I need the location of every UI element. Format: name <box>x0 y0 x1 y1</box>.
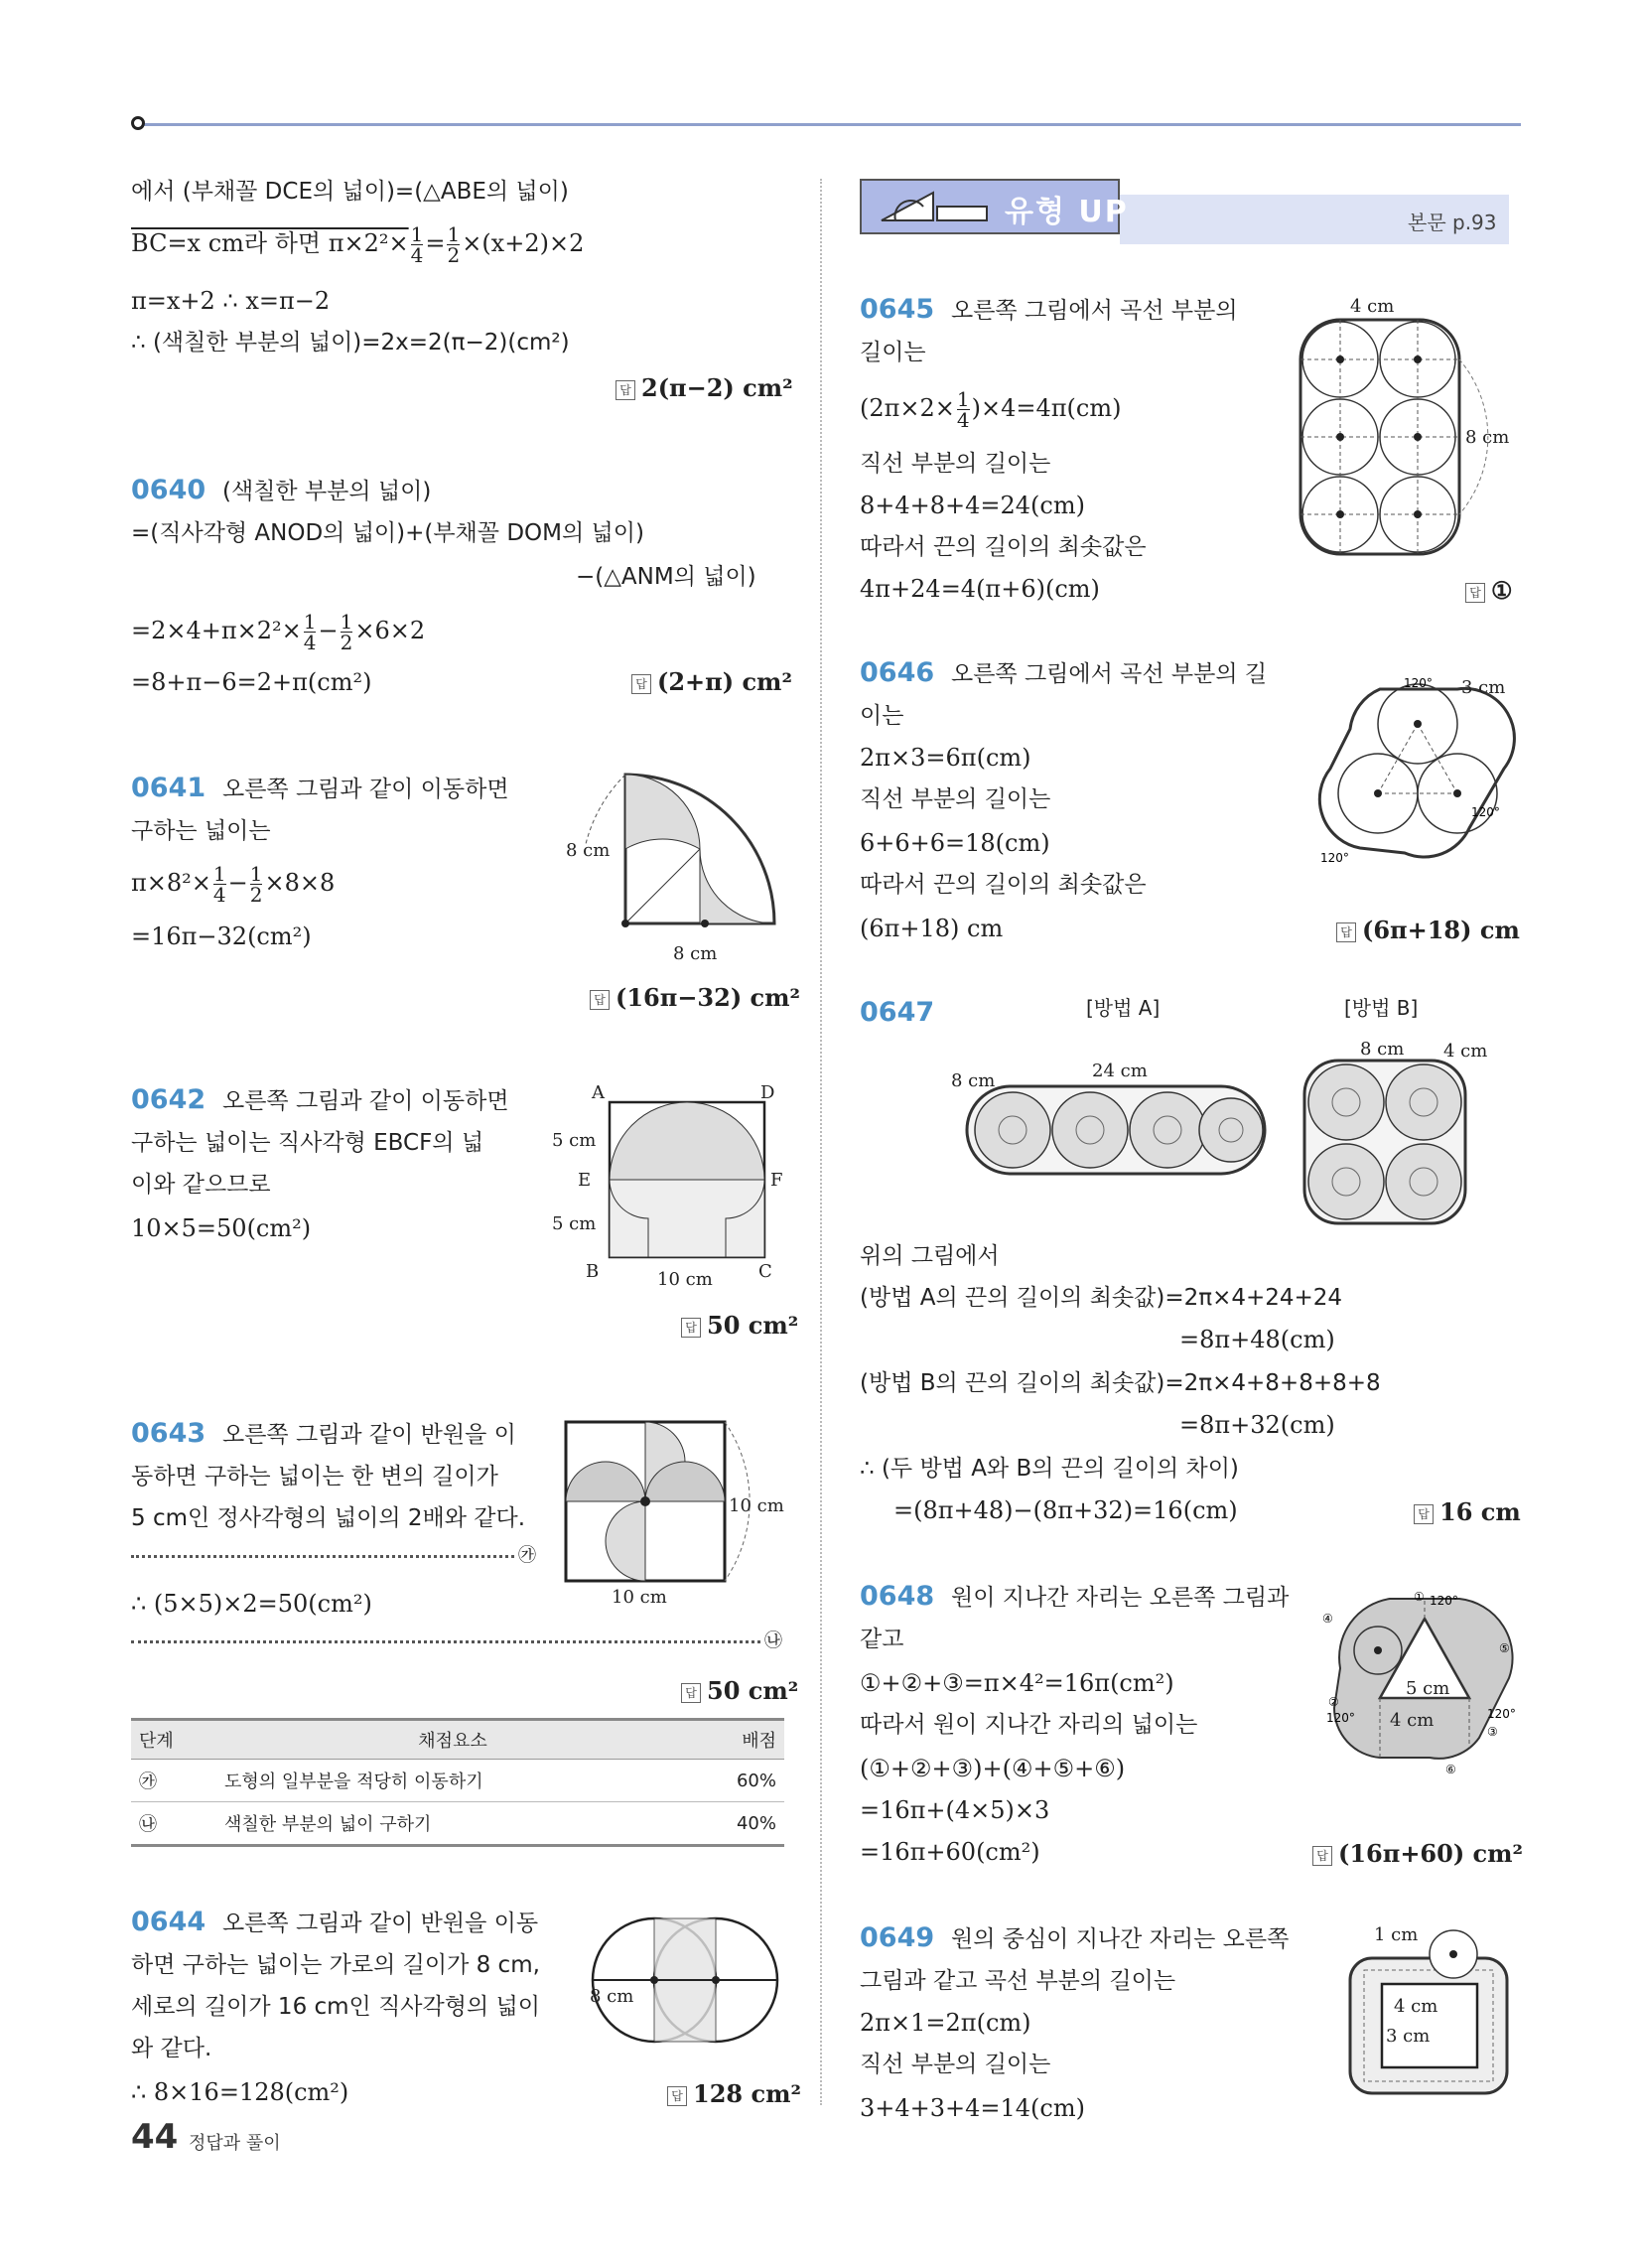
svg-text:1 cm: 1 cm <box>1374 1924 1419 1945</box>
p0640-answer: 답 (2+π) cm² <box>631 667 792 696</box>
p0643-line1: 오른쪽 그림과 같이 반원을 이 <box>222 1422 516 1448</box>
p0641-figure <box>566 765 804 973</box>
svg-text:8 cm: 8 cm <box>1465 427 1510 448</box>
p0639-line1: 에서 (부채꼴 DCE의 넓이)=(△ABE의 넓이) <box>131 179 569 205</box>
section-title: 유형 UP <box>1005 195 1129 229</box>
page-label: 정답과 풀이 <box>189 2133 281 2154</box>
svg-text:3 cm: 3 cm <box>1461 677 1506 698</box>
svg-text:8 cm: 8 cm <box>1360 1039 1405 1060</box>
svg-text:5 cm: 5 cm <box>552 1213 597 1234</box>
p0648-line5: (①+②+③)+(④+⑤+⑥) <box>860 1755 1126 1782</box>
svg-text:120°: 120° <box>1326 1711 1355 1725</box>
p0641-line1: 오른쪽 그림과 같이 이동하면 <box>222 777 509 802</box>
p0642-number: 0642 <box>131 1084 206 1115</box>
p0646-line5: 6+6+6=18(cm) <box>860 829 1050 857</box>
p0642-line2: 구하는 넓이는 직사각형 EBCF의 넓 <box>131 1130 484 1156</box>
p0649-line1: 원의 중심이 지나간 자리는 오른쪽 <box>951 1926 1290 1952</box>
p0646-answer: 답 (6π+18) cm <box>1336 916 1520 944</box>
p0647-line4: (방법 B의 끈의 길이의 최솟값)=2π×4+8+8+8+8 <box>860 1370 1381 1396</box>
p0649-line4: 직선 부분의 길이는 <box>860 2052 1051 2077</box>
p0640-line4: =2×4+π×2²× $\frac{1}{4}$ − $\frac{1}{2}$ ×6×2 <box>131 610 426 654</box>
p0646-figure <box>1310 659 1529 878</box>
p0647-line6: ∴ (두 방법 A와 B의 끈의 길이의 차이) <box>860 1456 1239 1482</box>
top-rule <box>139 123 1521 126</box>
svg-text:①: ① <box>1414 1590 1425 1604</box>
p0644-number: 0644 <box>131 1907 206 1937</box>
svg-text:10 cm: 10 cm <box>657 1269 713 1290</box>
p0648-line6: =16π+(4×5)×3 <box>860 1796 1050 1824</box>
p0644-answer: 답 128 cm² <box>667 2079 801 2108</box>
svg-text:B: B <box>586 1261 600 1282</box>
p0647-line3: =8π+48(cm) <box>1179 1326 1335 1353</box>
svg-text:120°: 120° <box>1487 1707 1516 1721</box>
p0643-step1-mark: ㉮ <box>518 1545 536 1566</box>
svg-text:10 cm: 10 cm <box>729 1495 784 1516</box>
p0642-line4: 10×5=50(cm²) <box>131 1214 312 1242</box>
p0645-figure <box>1291 290 1529 568</box>
p0647-answer: 답 16 cm <box>1414 1497 1521 1526</box>
p0644-line5: ∴ 8×16=128(cm²) <box>131 2078 349 2106</box>
p0644-line3: 세로의 길이가 16 cm인 직사각형의 넓이 <box>131 1994 540 2020</box>
p0643-step2-leader <box>131 1640 760 1643</box>
p0648-line1: 원이 지나간 자리는 오른쪽 그림과 <box>951 1585 1290 1611</box>
p0645-line4: 직선 부분의 길이는 <box>860 451 1051 477</box>
p0643-figure <box>556 1412 804 1611</box>
p0645-line2: 길이는 <box>860 340 926 365</box>
scoring-table-row: ㉮ 도형의 일부분을 적당히 이동하기 60% <box>131 1760 784 1802</box>
svg-text:5 cm: 5 cm <box>552 1130 597 1151</box>
ruler-protractor-icon <box>874 187 993 228</box>
p0641-line2: 구하는 넓이는 <box>131 818 271 844</box>
p0641-fig-bottom: 8 cm <box>673 943 718 964</box>
svg-text:5 cm: 5 cm <box>1406 1678 1450 1699</box>
p0641-number: 0641 <box>131 773 206 803</box>
p0639-line4: ∴ (색칠한 부분의 넓이)=2x=2(π−2)(cm²) <box>131 330 570 355</box>
p0640-line1: (색칠한 부분의 넓이) <box>222 479 432 504</box>
svg-text:⑤: ⑤ <box>1499 1641 1510 1655</box>
section-page-ref: 본문 p.93 <box>1408 211 1497 234</box>
p0640-number: 0640 <box>131 475 206 505</box>
p0649-number: 0649 <box>860 1922 935 1953</box>
p0648-line4: 따라서 원이 지나간 자리의 넓이는 <box>860 1712 1198 1738</box>
svg-text:120°: 120° <box>1471 805 1500 819</box>
p0646-line6: 따라서 끈의 길이의 최솟값은 <box>860 872 1147 898</box>
svg-text:4 cm: 4 cm <box>1394 1996 1438 2017</box>
p0639-answer: 답 2(π−2) cm² <box>616 373 793 402</box>
p0643-line4: ∴ (5×5)×2=50(cm²) <box>131 1590 372 1618</box>
top-rule-bullet-icon <box>131 116 145 130</box>
p0641-line4: =16π−32(cm²) <box>131 922 312 950</box>
p0649-line5: 3+4+3+4=14(cm) <box>860 2094 1085 2122</box>
p0640-line5: =8+π−6=2+π(cm²) <box>131 668 372 696</box>
p0645-line6: 따라서 끈의 길이의 최솟값은 <box>860 534 1147 560</box>
p0645-number: 0645 <box>860 294 935 325</box>
p0646-number: 0646 <box>860 657 935 688</box>
p0643-line3: 5 cm인 정사각형의 넓이의 2배와 같다. <box>131 1505 526 1531</box>
p0647-figure-b <box>1297 1033 1515 1231</box>
p0641-answer: 답 (16π−32) cm² <box>590 983 800 1012</box>
svg-text:120°: 120° <box>1404 676 1433 690</box>
p0647-method-a-label: [방법 A] <box>1086 996 1161 1020</box>
p0643-answer: 답 50 cm² <box>681 1676 798 1705</box>
p0641-line3: π×8²× $\frac{1}{4}$ − $\frac{1}{2}$ ×8×8 <box>131 862 336 907</box>
svg-text:4 cm: 4 cm <box>1443 1041 1488 1062</box>
p0646-line2: 이는 <box>860 703 904 729</box>
p0645-line7: 4π+24=4(π+6)(cm) <box>860 575 1100 603</box>
p0647-line5: =8π+32(cm) <box>1179 1411 1335 1439</box>
p0644-figure <box>580 1911 798 2059</box>
p0644-line1: 오른쪽 그림과 같이 반원을 이동 <box>222 1911 539 1936</box>
p0643-number: 0643 <box>131 1418 206 1449</box>
svg-text:④: ④ <box>1322 1612 1333 1626</box>
p0645-line1: 오른쪽 그림에서 곡선 부분의 <box>951 298 1238 324</box>
p0643-step1-leader <box>131 1555 514 1558</box>
p0646-line4: 직선 부분의 길이는 <box>860 786 1051 812</box>
svg-text:8 cm: 8 cm <box>951 1070 996 1091</box>
scoring-table <box>131 1718 784 1847</box>
svg-text:A: A <box>592 1082 605 1103</box>
svg-text:120°: 120° <box>1320 851 1349 865</box>
svg-text:D: D <box>760 1082 775 1103</box>
svg-text:24 cm: 24 cm <box>1092 1061 1148 1081</box>
svg-text:F: F <box>770 1170 783 1191</box>
scoring-table-row: ㉯ 색칠한 부분의 넓이 구하기 40% <box>131 1802 784 1846</box>
p0647-method-b-label: [방법 B] <box>1344 996 1419 1020</box>
svg-text:⑥: ⑥ <box>1445 1763 1456 1776</box>
page-number: 44 <box>131 2117 179 2157</box>
p0645-answer: 답 ① <box>1465 576 1513 605</box>
svg-text:C: C <box>758 1261 772 1282</box>
p0648-answer: 답 (16π+60) cm² <box>1312 1839 1523 1868</box>
svg-text:4 cm: 4 cm <box>1390 1710 1435 1731</box>
p0648-number: 0648 <box>860 1581 935 1612</box>
p0648-figure <box>1320 1579 1529 1777</box>
p0649-figure <box>1330 1916 1529 2105</box>
p0647-line2: (방법 A의 끈의 길이의 최솟값)=2π×4+24+24 <box>860 1285 1343 1311</box>
p0647-number: 0647 <box>860 997 935 1028</box>
p0647-line7: =(8π+48)−(8π+32)=16(cm) <box>893 1496 1238 1524</box>
p0649-line3: 2π×1=2π(cm) <box>860 2009 1031 2037</box>
p0642-answer: 답 50 cm² <box>681 1311 798 1340</box>
p0649-line2: 그림과 같고 곡선 부분의 길이는 <box>860 1968 1176 1994</box>
p0644-line4: 와 같다. <box>131 2036 212 2061</box>
p0645-line3: (2π×2× $\frac{1}{4}$ )×4=4π(cm) <box>860 387 1122 432</box>
p0645-line5: 8+4+8+4=24(cm) <box>860 492 1085 519</box>
p0642-figure <box>550 1082 798 1291</box>
p0640-line2: =(직사각형 ANOD의 넓이)+(부채꼴 DOM의 넓이) <box>131 520 644 546</box>
p0642-line1: 오른쪽 그림과 같이 이동하면 <box>222 1088 509 1114</box>
p0643-step2-mark: ㉯ <box>764 1630 782 1651</box>
p0648-line7: =16π+60(cm²) <box>860 1838 1040 1866</box>
p0647-figure-a <box>943 1027 1281 1186</box>
p0646-line7: (6π+18) cm <box>860 915 1004 942</box>
svg-text:②: ② <box>1328 1695 1339 1709</box>
p0644-line2: 하면 구하는 넓이는 가로의 길이가 8 cm, <box>131 1952 540 1978</box>
p0639-line3: π=x+2 ∴ x=π−2 <box>131 287 331 315</box>
svg-text:3 cm: 3 cm <box>1386 2026 1431 2047</box>
scoring-table-header: 단계 채점요소 배점 <box>131 1720 784 1760</box>
svg-text:120°: 120° <box>1430 1594 1458 1608</box>
p0646-line3: 2π×3=6π(cm) <box>860 744 1031 772</box>
svg-text:8 cm: 8 cm <box>590 1986 634 2007</box>
p0647-line1: 위의 그림에서 <box>860 1243 1000 1269</box>
column-divider <box>820 179 822 2105</box>
svg-text:10 cm: 10 cm <box>612 1587 667 1608</box>
p0642-line3: 이와 같으므로 <box>131 1172 271 1198</box>
p0648-line2: 같고 <box>860 1627 904 1652</box>
p0641-fig-side: 8 cm <box>566 840 611 861</box>
p0646-line1: 오른쪽 그림에서 곡선 부분의 길 <box>951 661 1268 687</box>
svg-text:③: ③ <box>1487 1725 1498 1739</box>
svg-text:E: E <box>578 1170 592 1191</box>
p0648-line3: ①+②+③=π×4²=16π(cm²) <box>860 1669 1174 1697</box>
p0640-line3: −(△ANM의 넓이) <box>576 564 756 590</box>
svg-text:4 cm: 4 cm <box>1350 296 1395 317</box>
p0643-line2: 동하면 구하는 넓이는 한 변의 길이가 <box>131 1464 498 1489</box>
p0639-line2: BC=x cm라 하면 π×2²× $\frac{1}{4}$ = $\frac{1}{2}$ ×(x+2)×2 <box>131 222 585 267</box>
